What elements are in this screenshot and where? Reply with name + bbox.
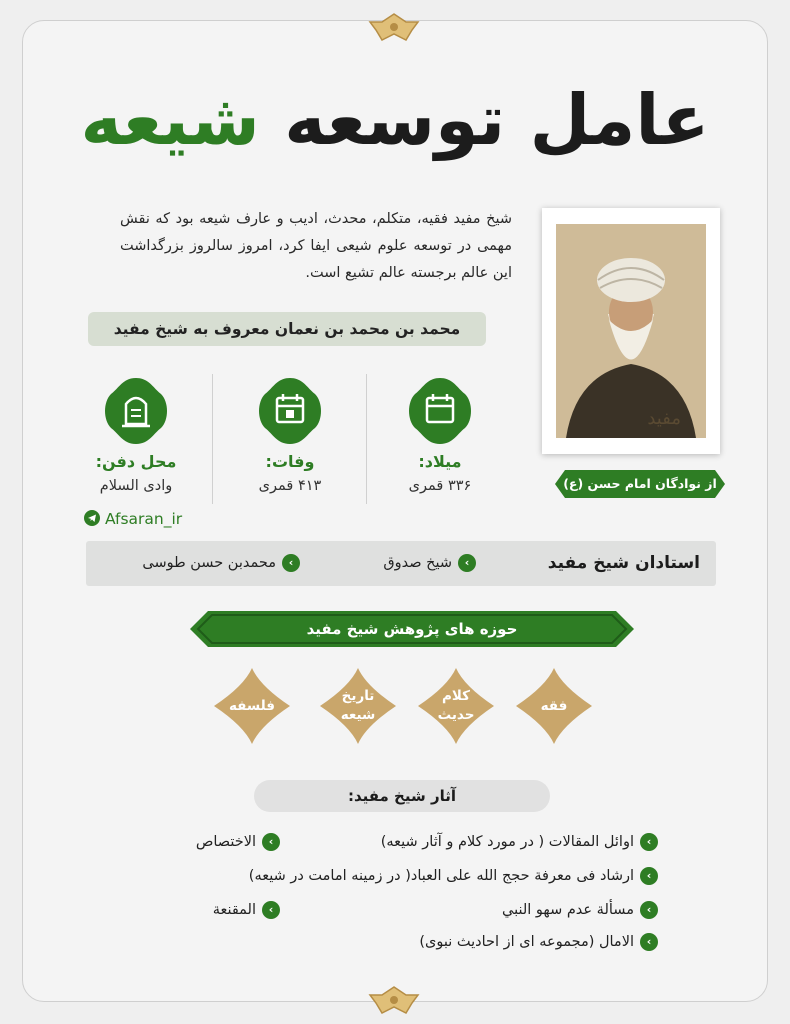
- chevron-right-icon: ›: [262, 833, 280, 851]
- chevron-right-icon: ›: [640, 833, 658, 851]
- chevron-right-icon: ›: [640, 933, 658, 951]
- teachers-bar: [86, 541, 716, 586]
- title-green: شیعه: [80, 79, 260, 161]
- work-item: ›الاختصاص: [196, 830, 280, 854]
- works-title: آثار شیخ مفید:: [254, 780, 550, 812]
- ornament-bottom-icon: [366, 985, 422, 1015]
- field-diamond: تاریخ شیعه: [318, 666, 398, 746]
- teacher-item: ›محمدبن حسن طوسی: [142, 551, 300, 575]
- fields-banner: حوزه های پژوهش شیخ مفید: [190, 609, 634, 649]
- ornament-top-icon: [366, 12, 422, 42]
- chevron-right-icon: ›: [262, 901, 280, 919]
- work-item: ›مسألة عدم سهو النبي: [502, 898, 658, 922]
- chevron-right-icon: ›: [282, 554, 300, 572]
- telegram-handle[interactable]: Afsaran_ir: [84, 510, 182, 528]
- portrait-caption: از نوادگان امام حسن (ع): [555, 470, 725, 498]
- calendar-icon: [405, 376, 475, 446]
- full-name: محمد بن محمد بن نعمان معروف به شیخ مفید: [88, 312, 486, 346]
- chevron-right-icon: ›: [640, 867, 658, 885]
- chevron-right-icon: ›: [458, 554, 476, 572]
- field-diamond: فلسفه: [212, 666, 292, 746]
- work-item: ›ارشاد فی معرفة حجج الله علی العباد( در زمینه امامت در شیعه): [249, 864, 658, 888]
- divider: [366, 374, 367, 504]
- calendar-date-icon: [255, 376, 325, 446]
- portrait-image: [556, 224, 706, 438]
- work-item: ›المقنعة: [213, 898, 280, 922]
- work-item: ›الامال (مجموعه ای از احادیث نبوی): [419, 930, 658, 954]
- chevron-right-icon: ›: [640, 901, 658, 919]
- divider: [212, 374, 213, 504]
- svg-text:مفید: مفید: [647, 408, 681, 429]
- portrait-frame: [542, 208, 720, 454]
- page-title: [60, 70, 730, 170]
- tombstone-icon: [101, 376, 171, 446]
- teacher-item: ›شیخ صدوق: [383, 551, 476, 575]
- teachers-title: استادان شیخ مفید: [547, 553, 700, 573]
- intro-text: شیخ مفید فقیه، متکلم، محدث، ادیب و عارف شیعه بود که نقش مهمی در توسعه علوم شیعی ایفا کرد، امروز سالروز بزرگداشت این عالم برجسته عالم تشیع است.: [120, 211, 512, 281]
- work-item: ›اوائل المقالات ( در مورد کلام و آثار شیعه): [381, 830, 658, 854]
- field-diamond: فقه: [514, 666, 594, 746]
- field-diamond: کلام حدیث: [416, 666, 496, 746]
- title-black: عامل توسعه: [284, 79, 710, 161]
- telegram-icon: [84, 510, 100, 526]
